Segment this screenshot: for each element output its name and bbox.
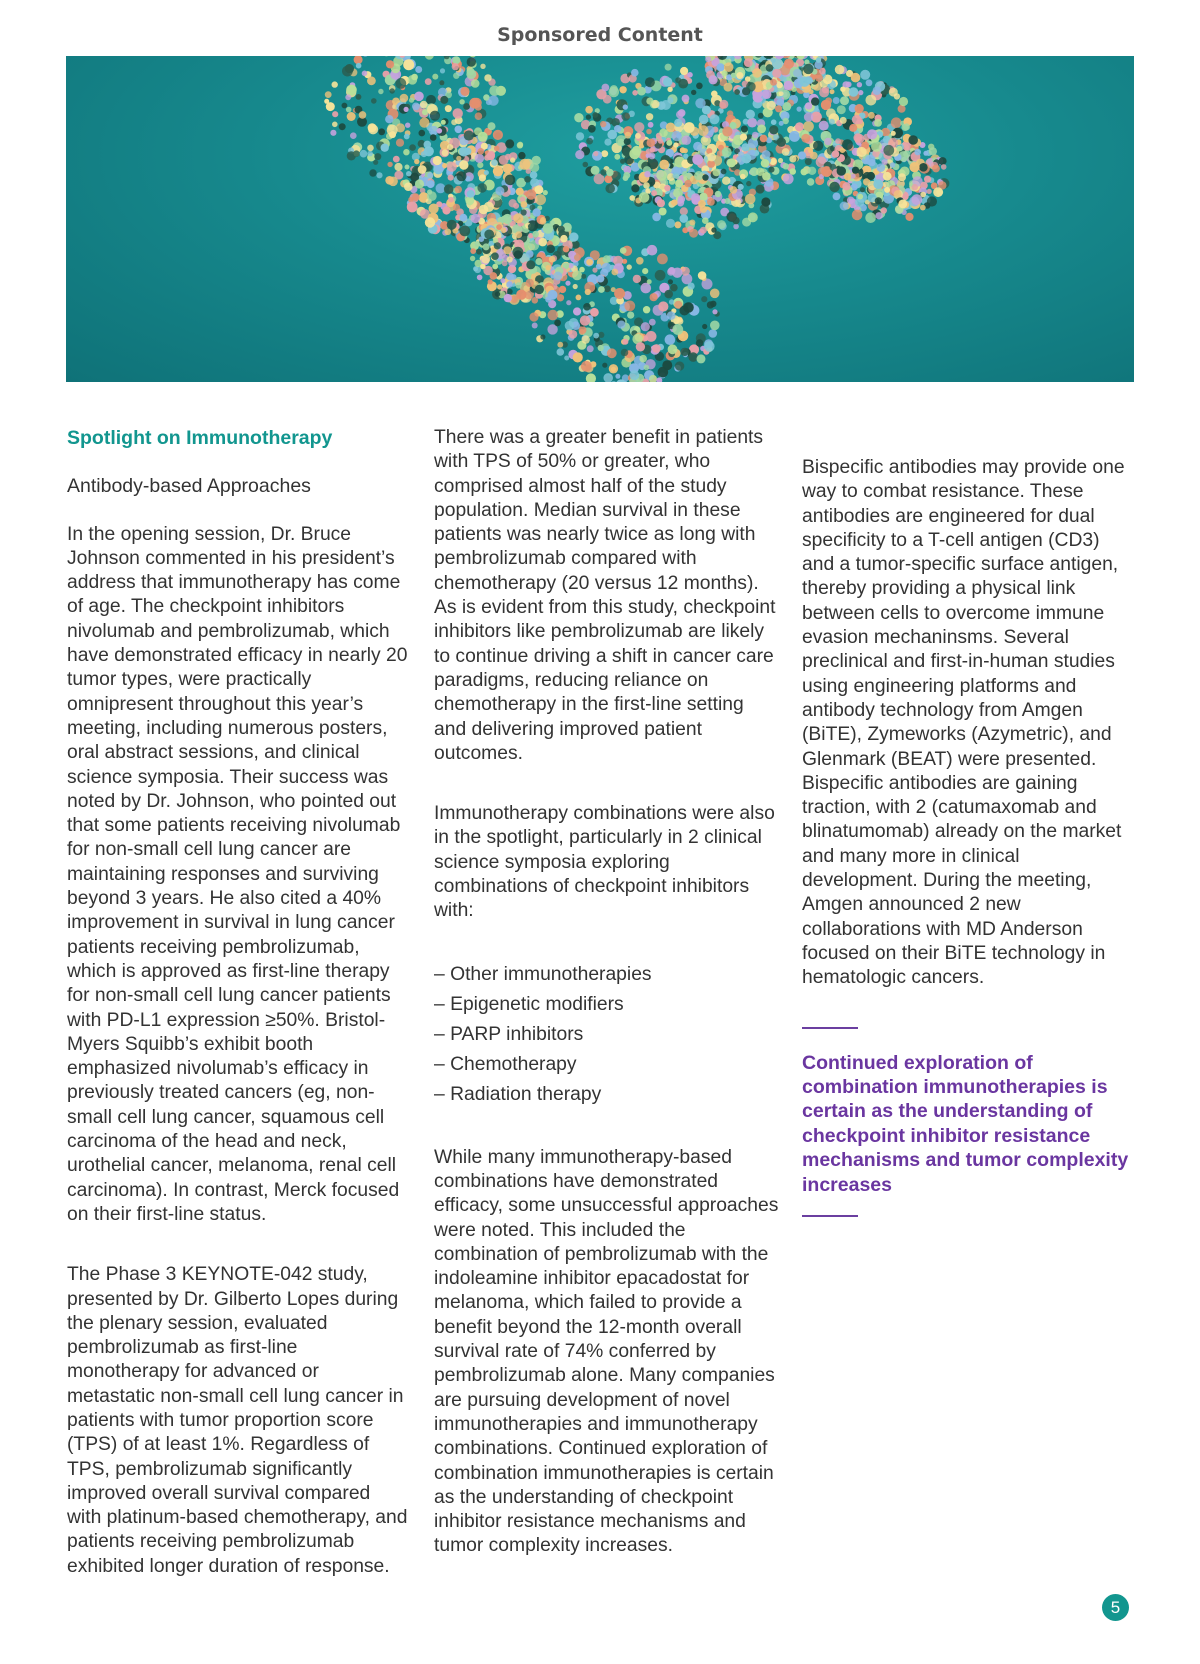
list-item: – PARP inhibitors bbox=[434, 1023, 584, 1045]
body-paragraph: In the opening session, Dr. Bruce Johnson commented in his president’s address that immunotherapy has come of age. The checkpoint inhibitors nivolumab and pembrolizumab, which have demonstrated efficacy in nearly 20 tumor types, were practically omnipresent throughout this year’s meeting, including numerous posters, oral abstract sessions, and clinical science symposia. Their success was noted by Dr. Johnson, who pointed out that some patients receiving nivolumab for non-small cell lung cancer are maintaining responses and surviving beyond 3 years. He also cited a 40% improvement in survival in lung cancer patients receiving pembrolizumab, which is approved as first-line therapy for non-small cell lung cancer patients with PD-L1 expression ≥50%. Bristol-Myers Squibb’s exhibit booth emphasized nivolumab’s efficacy in previously treated cancers (eg, non-small cell lung cancer, squamous cell carcinoma of the head and neck, urothelial cancer, melanoma, renal cell carcinoma). In contrast, Merck focused on their first-line status. bbox=[67, 523, 408, 1225]
body-paragraph: The Phase 3 KEYNOTE-042 study, presented by Dr. Gilberto Lopes during the plenary session, evaluated pembrolizumab as first-line monotherapy for advanced or metastatic non-small cell lung cancer in patients with tumor proportion score (TPS) of at least 1%. Regardless of TPS, pembrolizumab significantly improved overall survival compared with platinum-based chemotherapy, and patients receiving pembrolizumab exhibited longer duration of response. bbox=[67, 1264, 408, 1577]
body-paragraph: While many immunotherapy-based combinations have demonstrated efficacy, some unsuccessful approaches were noted. This included the combination of pembrolizumab with the indoleamine inhibitor epacadostat for melanoma, which failed to provide a benefit beyond the 12-month overall survival rate of 74% conferred by pembrolizumab alone. Many companies are pursuing development of novel immunotherapies and immunotherapy combinations. Continued exploration of combination immunotherapies is certain as the understanding of checkpoint inhibitor resistance mechanisms and tumor complexity increases. bbox=[434, 1146, 779, 1557]
column-1 bbox=[67, 426, 409, 1579]
quote-divider-bottom bbox=[802, 1215, 858, 1217]
list-item: – Chemotherapy bbox=[434, 1053, 577, 1075]
body-paragraph: There was a greater benefit in patients with TPS of 50% or greater, who comprised almost half of the study population. Median survival in these patients was nearly twice as long with pembrolizumab compared with chemotherapy (20 versus 12 months). As is evident from this study, checkpoint inhibitors like pembrolizumab are likely to continue driving a shift in cancer care paradigms, reducing reliance on chemotherapy in the first-line setting and delivering improved patient outcomes. bbox=[434, 427, 776, 764]
list-item: – Radiation therapy bbox=[434, 1083, 602, 1105]
sponsored-content-label: Sponsored Content bbox=[497, 24, 703, 46]
list-item: – Other immunotherapies bbox=[434, 963, 652, 985]
pull-quote: Continued exploration of combination immunotherapies is certain as the understanding of checkpoint inhibitor resistance mechanisms and tumor complexity increases bbox=[802, 1051, 1129, 1196]
quote-divider-top bbox=[802, 1027, 858, 1029]
protein-molecule-icon bbox=[66, 56, 1134, 382]
combination-list bbox=[434, 960, 780, 1110]
column-2 bbox=[434, 426, 780, 1559]
list-item: – Epigenetic modifiers bbox=[434, 993, 624, 1015]
page-number-badge: 5 bbox=[1102, 1594, 1129, 1621]
section-title: Spotlight on Immunotherapy bbox=[67, 427, 333, 449]
body-paragraph: Bispecific antibodies may provide one way to combat resistance. These antibodies are engineered for dual specificity to a T-cell antigen (CD3) and a tumor-specific surface antigen, thereby providing a physical link between cells to overcome immune evasion mechaninsms. Several preclinical and first-in-human studies using engineering platforms and antibody technology from Amgen (BiTE), Zymeworks (Azymetric), and Glenmark (BEAT) were presented. Bispecific antibodies are gaining traction, with 2 (catumaxomab and blinatumomab) already on the market and many more in clinical development. During the meeting, Amgen announced 2 new collaborations with MD Anderson focused on their BiTE technology in hematologic cancers. bbox=[802, 457, 1125, 989]
body-paragraph: Immunotherapy combinations were also in the spotlight, particularly in 2 clinical science symposia exploring combinations of checkpoint inhibitors with: bbox=[434, 803, 775, 922]
subsection-title: Antibody-based Approaches bbox=[67, 475, 311, 498]
column-3 bbox=[802, 456, 1132, 1217]
hero-image bbox=[66, 56, 1134, 382]
